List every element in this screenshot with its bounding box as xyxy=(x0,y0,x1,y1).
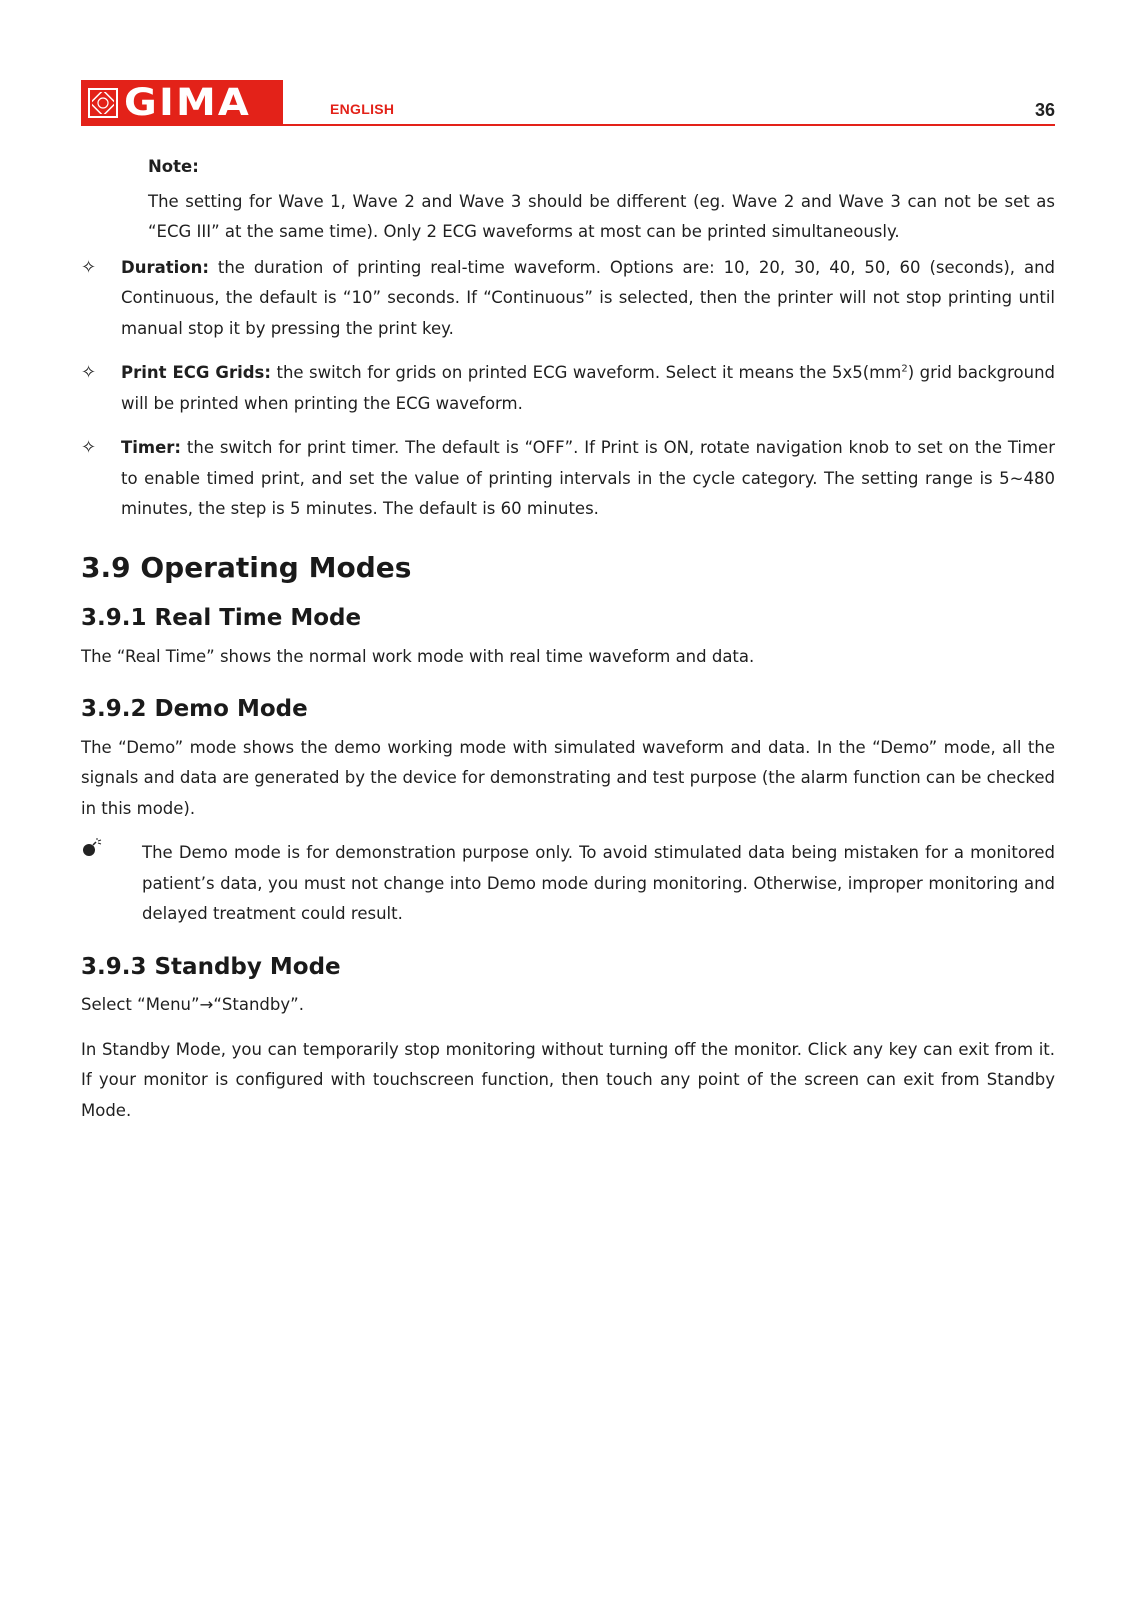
demo-text: The “Demo” mode shows the demo working mode with simulated waveform and data. In the “Demo” mode, all the signals and data are generated by the device for demonstrating and test purpose (the alarm function can be checked in this mode). xyxy=(81,737,1055,818)
bullet-paragraph xyxy=(121,253,1055,345)
subsection-heading-standby: 3.9.3 Standby Mode xyxy=(81,953,341,980)
emblem-icon xyxy=(88,88,118,118)
page-header xyxy=(81,80,1055,126)
list-item-timer xyxy=(81,433,1055,525)
header-rule xyxy=(283,124,1055,126)
real-time-text: The “Real Time” shows the normal work mode with real time waveform and data. xyxy=(81,646,755,666)
page-number: 36 xyxy=(1034,100,1055,120)
note-block xyxy=(148,152,1055,248)
bomb-icon xyxy=(81,838,103,869)
bullet-text: the switch for print timer. The default is “OFF”. If Print is ON, rotate navigation knob to set on the Timer to enable timed print, and set the value of printing intervals in the cycle category. The setting range is 5~480 minutes, the step is 5 minutes. The default is 60 minutes. xyxy=(121,438,1055,518)
standby-menu-path: Select “Menu”→“Standby”. xyxy=(81,995,304,1014)
bullet-label: Duration: xyxy=(121,257,209,277)
standby-text: In Standby Mode, you can temporarily stop monitoring without turning off the monitor. Click any key can exit from it. If your monitor is configured with touchscreen function, then touch any point of the screen can exit from Standby Mode. xyxy=(81,1039,1055,1120)
bullet-paragraph xyxy=(121,358,1055,419)
diamond-star-icon: ✧ xyxy=(81,437,97,458)
demo-warning xyxy=(81,838,1055,930)
logo-text: GIMA xyxy=(124,81,252,124)
bullet-label: Timer: xyxy=(121,438,182,457)
list-item-print-ecg-grids xyxy=(81,358,1055,419)
warning-text: The Demo mode is for demonstration purpose only. To avoid stimulated data being mistaken for a monitored patient’s data, you must not change into Demo mode during monitoring. Otherwise, improper monitoring and delayed treatment could result. xyxy=(142,843,1055,923)
section-heading: 3.9 Operating Modes xyxy=(81,550,412,584)
note-title: Note: xyxy=(148,157,199,176)
list-item-duration xyxy=(81,253,1055,345)
bullet-label: Print ECG Grids: xyxy=(121,363,271,382)
bullet-text: the duration of printing real-time waveform. Options are: 10, 20, 30, 40, 50, 60 (seconds), and Continuous, the default is “10” seconds. If “Continuous” is selected, then the printer will not stop printing until manual stop it by pressing the print key. xyxy=(121,257,1055,338)
bullet-paragraph xyxy=(121,433,1055,525)
page-content xyxy=(81,152,1055,1126)
gima-logo xyxy=(81,80,283,126)
bullet-text: ) grid background will be printed when printing the ECG waveform. xyxy=(121,363,1055,413)
diamond-star-icon: ✧ xyxy=(81,362,97,383)
subsection-heading-real-time: 3.9.1 Real Time Mode xyxy=(81,605,362,631)
subsection-heading-demo: 3.9.2 Demo Mode xyxy=(81,696,308,722)
bullet-text: the switch for grids on printed ECG waveform. Select it means the 5x5(mm xyxy=(270,363,902,382)
diamond-star-icon: ✧ xyxy=(81,256,97,278)
note-text: The setting for Wave 1, Wave 2 and Wave 3 should be different (eg. Wave 2 and Wave 3 can not be set as “ECG III” at the same time). Only 2 ECG waveforms at most can be printed simultaneously. xyxy=(148,191,1055,241)
language-label: ENGLISH xyxy=(330,101,395,117)
superscript: 2 xyxy=(901,363,908,375)
